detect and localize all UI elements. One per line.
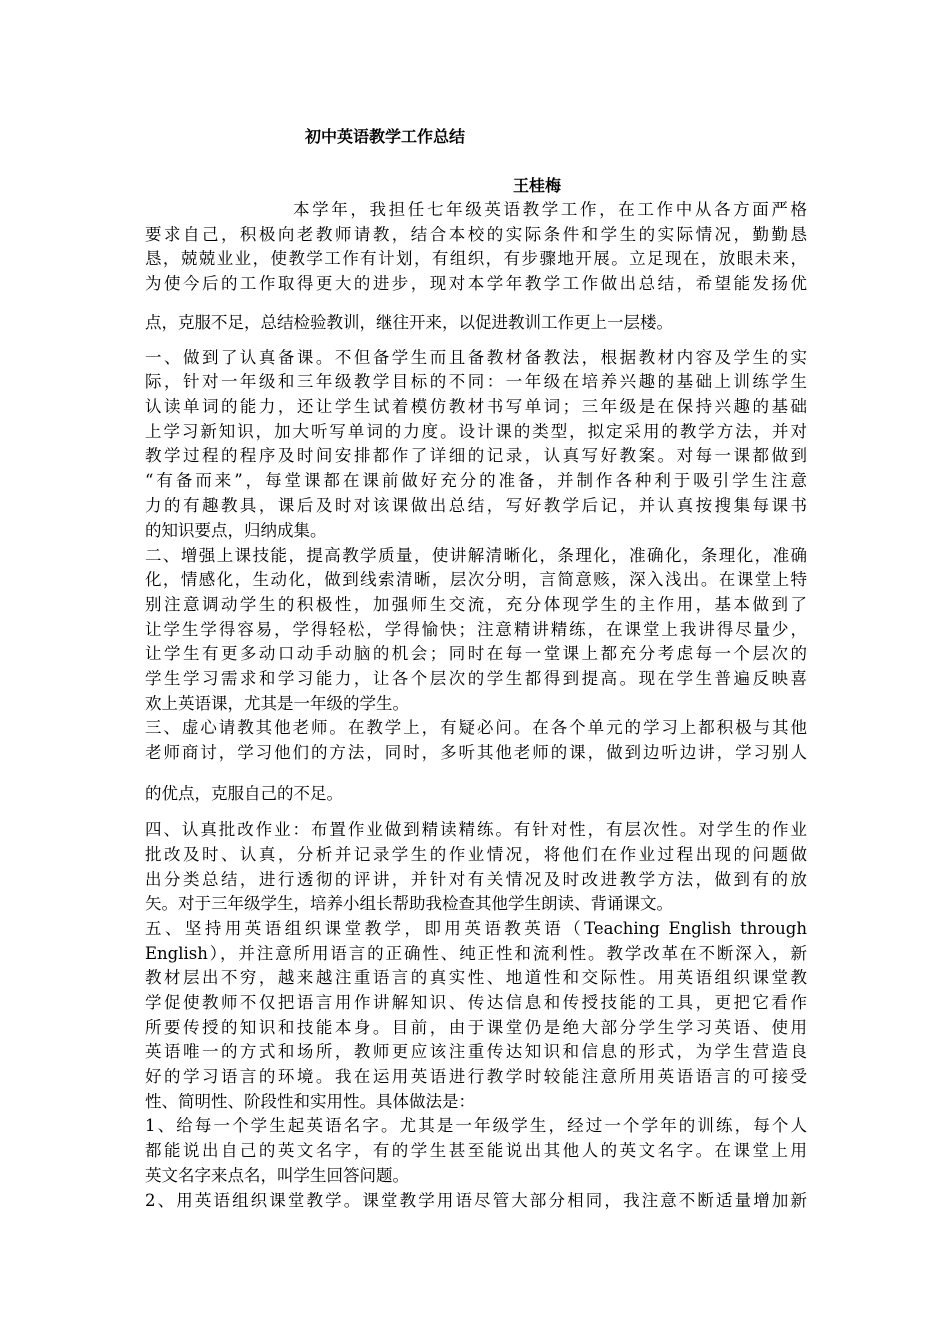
paragraph-line: English），并注意所用语言的正确性、纯正性和流利性。教学改革在不断深入，新 (145, 944, 807, 963)
paragraph-line: 点，克服不足，总结检验教训，继往开来，以促进教训工作更上一层楼。 (145, 313, 673, 332)
paragraph-line: 好的学习语言的环境。我在运用英语进行教学时较能注意所用英语语言的可接受 (145, 1067, 807, 1086)
document-author: 王桂梅 (513, 176, 562, 195)
paragraph-line: 的优点，克服自己的不足。 (145, 784, 343, 803)
paragraph-line: 所要传授的知识和技能本身。目前，由于课堂仍是绝大部分学生学习英语、使用 (145, 1018, 807, 1037)
paragraph-line: 让学生有更多动口动手动脑的机会；同时在每一堂课上都充分考虑每一个层次的 (145, 644, 807, 663)
paragraph-line: 英文名字来点名，叫学生回答问题。 (145, 1166, 409, 1185)
paragraph-line: 为使今后的工作取得更大的进步，现对本学年教学工作做出总结，希望能发扬优 (145, 274, 807, 293)
paragraph-line: 一、做到了认真备课。不但备学生而且备教材备教法，根据教材内容及学生的实 (145, 348, 807, 367)
paragraph-line: 化，情感化，生动化，做到线索清晰，层次分明，言简意赅，深入浅出。在课堂上特 (145, 570, 807, 589)
document-title: 初中英语教学工作总结 (305, 127, 466, 146)
paragraph-line: 老师商讨，学习他们的方法，同时，多听其他老师的课，做到边听边讲，学习别人 (145, 743, 807, 762)
paragraph-line: 力的有趣教具，课后及时对该课做出总结，写好教学后记，并认真按搜集每课书 (145, 496, 807, 515)
paragraph-line: 二、增强上课技能，提高教学质量，使讲解清晰化，条理化，准确化，条理化，准确 (145, 546, 807, 565)
paragraph-line: 认读单词的能力，还让学生试着模仿教材书写单词；三年级是在保持兴趣的基础 (145, 397, 807, 416)
paragraph-line: 上学习新知识，加大听写单词的力度。设计课的类型，拟定采用的教学方法，并对 (145, 422, 807, 441)
paragraph-line: 学促使教师不仅把语言用作讲解知识、传达信息和传授技能的工具，更把它看作 (145, 993, 807, 1012)
paragraph-line: 1、给每一个学生起英语名字。尤其是一年级学生，经过一个学年的训练，每个人 (145, 1116, 807, 1135)
paragraph-line: 教学过程的程序及时间安排都作了详细的记录，认真写好教案。对每一课都做到 (145, 446, 807, 465)
paragraph-line: 教材层出不穷，越来越注重语言的真实性、地道性和交际性。用英语组织课堂教 (145, 968, 807, 987)
paragraph-line: 都能说出自己的英文名字，有的学生甚至能说出其他人的英文名字。在课堂上用 (145, 1141, 807, 1160)
paragraph-line: “有备而来”，每堂课都在课前做好充分的准备，并制作各种利于吸引学生注意 (145, 471, 807, 490)
paragraph-line: 批改及时、认真，分析并记录学生的作业情况，将他们在作业过程出现的问题做 (145, 845, 807, 864)
paragraph-line: 四、认真批改作业：布置作业做到精读精练。有针对性，有层次性。对学生的作业 (145, 820, 807, 839)
paragraph-line: 矢。对于三年级学生，培养小组长帮助我检查其他学生朗读、背诵课文。 (145, 894, 673, 913)
paragraph-line: 性、简明性、阶段性和实用性。具体做法是： (145, 1092, 475, 1111)
paragraph-line: 的知识要点，归纳成集。 (145, 521, 327, 540)
paragraph-line: 2、用英语组织课堂教学。课堂教学用语尽管大部分相同，我注意不断适量增加新 (145, 1191, 807, 1210)
paragraph-line: 要求自己，积极向老教师请教，结合本校的实际条件和学生的实际情况，勤勤恳 (145, 225, 807, 244)
paragraph-line: 五、坚持用英语组织课堂教学，即用英语教英语（Teaching English through (145, 919, 807, 938)
paragraph-line: 英语唯一的方式和场所，教师更应该注重传达知识和信息的形式，为学生营造良 (145, 1042, 807, 1061)
paragraph-line: 让学生学得容易，学得轻松，学得愉快；注意精讲精练，在课堂上我讲得尽量少， (145, 620, 807, 639)
paragraph-line: 恳，兢兢业业，使教学工作有计划，有组织，有步骤地开展。立足现在，放眼未来， (145, 249, 807, 268)
paragraph-line: 学生学习需求和学习能力，让各个层次的学生都得到提高。现在学生普遍反映喜 (145, 669, 807, 688)
paragraph-line: 别注意调动学生的积极性，加强师生交流，充分体现学生的主作用，基本做到了 (145, 595, 807, 614)
paragraph-line: 三、虚心请教其他老师。在教学上，有疑必问。在各个单元的学习上都积极与其他 (145, 718, 807, 737)
paragraph-line: 本学年，我担任七年级英语教学工作，在工作中从各方面严格 (293, 200, 807, 219)
paragraph-line: 出分类总结，进行透彻的评讲，并针对有关情况及时改进教学方法，做到有的放 (145, 870, 807, 889)
paragraph-line: 际，针对一年级和三年级教学目标的不同：一年级在培养兴趣的基础上训练学生 (145, 372, 807, 391)
paragraph-line: 欢上英语课，尤其是一年级的学生。 (145, 694, 409, 713)
